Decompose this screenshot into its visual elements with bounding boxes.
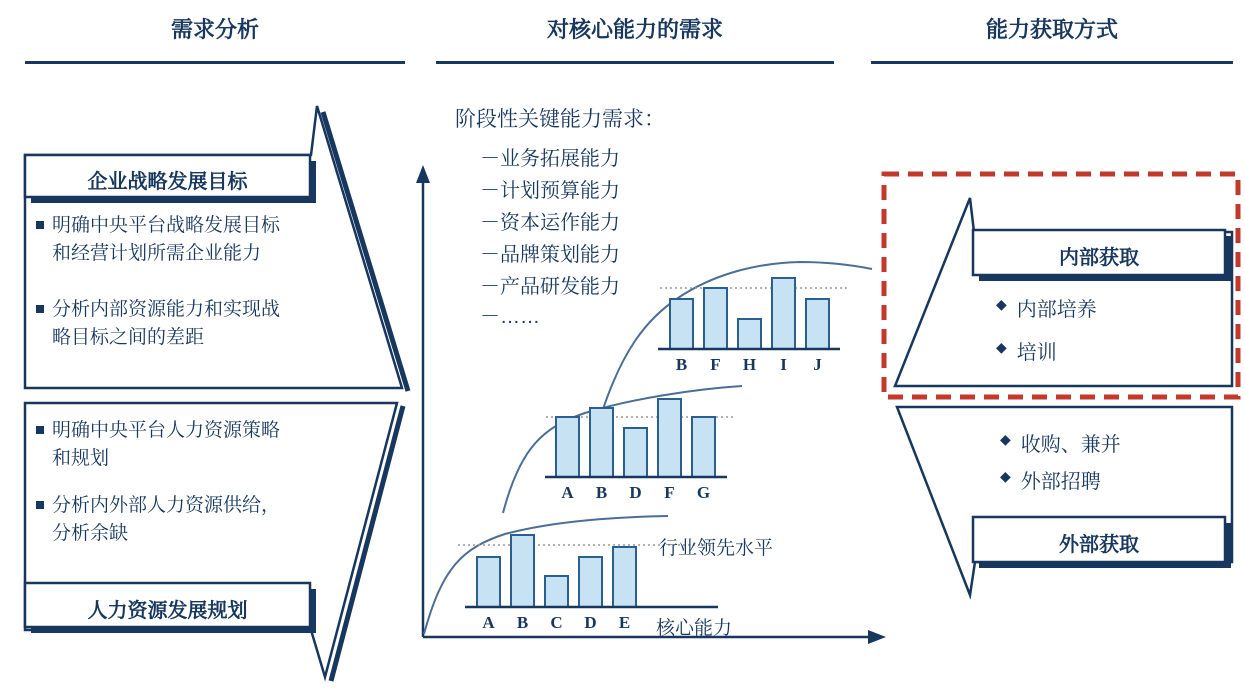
bar-label-A: A [482, 613, 495, 632]
hr-bullet-2: 分析内外部人力资源供给，分析余缺 [52, 495, 281, 544]
x-axis-label: 核心能力 [656, 618, 733, 639]
strategy-box-title: 企业战略发展目标 [87, 171, 248, 193]
external-box-title: 外部获取 [1059, 534, 1139, 556]
bar-label-I: I [780, 355, 787, 374]
bar-D [624, 428, 647, 477]
y-axis-arrow-icon [416, 165, 430, 183]
bar-J [806, 299, 829, 349]
bullet-dot-icon: ◆ [1000, 431, 1011, 447]
bar-label-B: B [595, 483, 608, 502]
bar-B [511, 535, 534, 607]
bar-label-G: G [696, 483, 711, 502]
bar-label-D: D [629, 483, 642, 502]
internal-bullet-1: 内部培养 [1016, 299, 1097, 321]
column-underline-middle [436, 61, 834, 64]
capability-item-6: －…… [480, 306, 540, 328]
hr-box-title: 人力资源发展规划 [87, 600, 248, 622]
bar-label-B: B [516, 613, 529, 632]
strategy-bullet-1: 明确中央平台战略发展目标和经营计划所需企业能力 [52, 215, 281, 264]
bar-label-E: E [618, 613, 631, 632]
capability-item-1: －业务拓展能力 [480, 148, 620, 170]
bar-C [545, 576, 568, 607]
bullet-square-icon [36, 426, 44, 434]
internal-banner-shape [895, 198, 1232, 386]
capability-item-4: －品牌策划能力 [480, 244, 620, 266]
bar-F [704, 288, 727, 349]
bar-B [670, 299, 693, 349]
bullet-dot-icon: ◆ [996, 296, 1007, 312]
internal-box-title: 内部获取 [1059, 247, 1139, 269]
bar-label-A: A [561, 483, 574, 502]
external-bullet-1: 收购、兼并 [1020, 434, 1121, 456]
bar-label-C: C [550, 613, 563, 632]
bullet-square-icon [36, 305, 44, 313]
strategy-bullet-2: 分析内部资源能力和实现战略目标之间的差距 [52, 299, 281, 348]
column-title-demand-analysis: 需求分析 [170, 17, 259, 42]
bullet-dot-icon: ◆ [996, 339, 1007, 355]
bar-label-F: F [664, 483, 675, 502]
bar-B [590, 408, 613, 477]
bar-F [658, 399, 681, 477]
benchmark-label: 行业领先水平 [659, 538, 774, 559]
column-underline-left [25, 61, 405, 64]
capability-item-2: －计划预算能力 [480, 180, 620, 202]
column-title-core-capability-demand: 对核心能力的需求 [546, 17, 723, 42]
capability-item-5: －产品研发能力 [480, 276, 620, 298]
x-axis-arrow-icon [868, 630, 886, 644]
bar-I [772, 278, 795, 349]
bar-label-D: D [584, 613, 597, 632]
bar-label-B: B [675, 355, 688, 374]
bar-label-J: J [813, 355, 822, 374]
bar-label-H: H [742, 355, 757, 374]
capability-item-3: －资本运作能力 [480, 212, 620, 234]
hr-bullet-1: 明确中央平台人力资源策略和规划 [52, 420, 281, 469]
charts-layer [458, 278, 850, 632]
bar-A [556, 417, 579, 477]
bullet-dot-icon: ◆ [1000, 468, 1011, 484]
capability-list-title: 阶段性关键能力需求： [455, 108, 665, 131]
capability-chart-stage2 [545, 399, 733, 502]
bar-label-F: F [710, 355, 721, 374]
column-title-capability-acquisition: 能力获取方式 [985, 17, 1118, 42]
bar-D [579, 557, 602, 607]
internal-bullet-2: 培训 [1016, 342, 1057, 364]
external-bullet-2: 外部招聘 [1020, 471, 1101, 493]
bullet-square-icon [36, 501, 44, 509]
bar-E [613, 547, 636, 607]
bar-H [738, 319, 761, 349]
bar-A [477, 557, 500, 607]
column-underline-right [871, 61, 1233, 64]
bar-G [692, 417, 715, 477]
bullet-square-icon [36, 221, 44, 229]
